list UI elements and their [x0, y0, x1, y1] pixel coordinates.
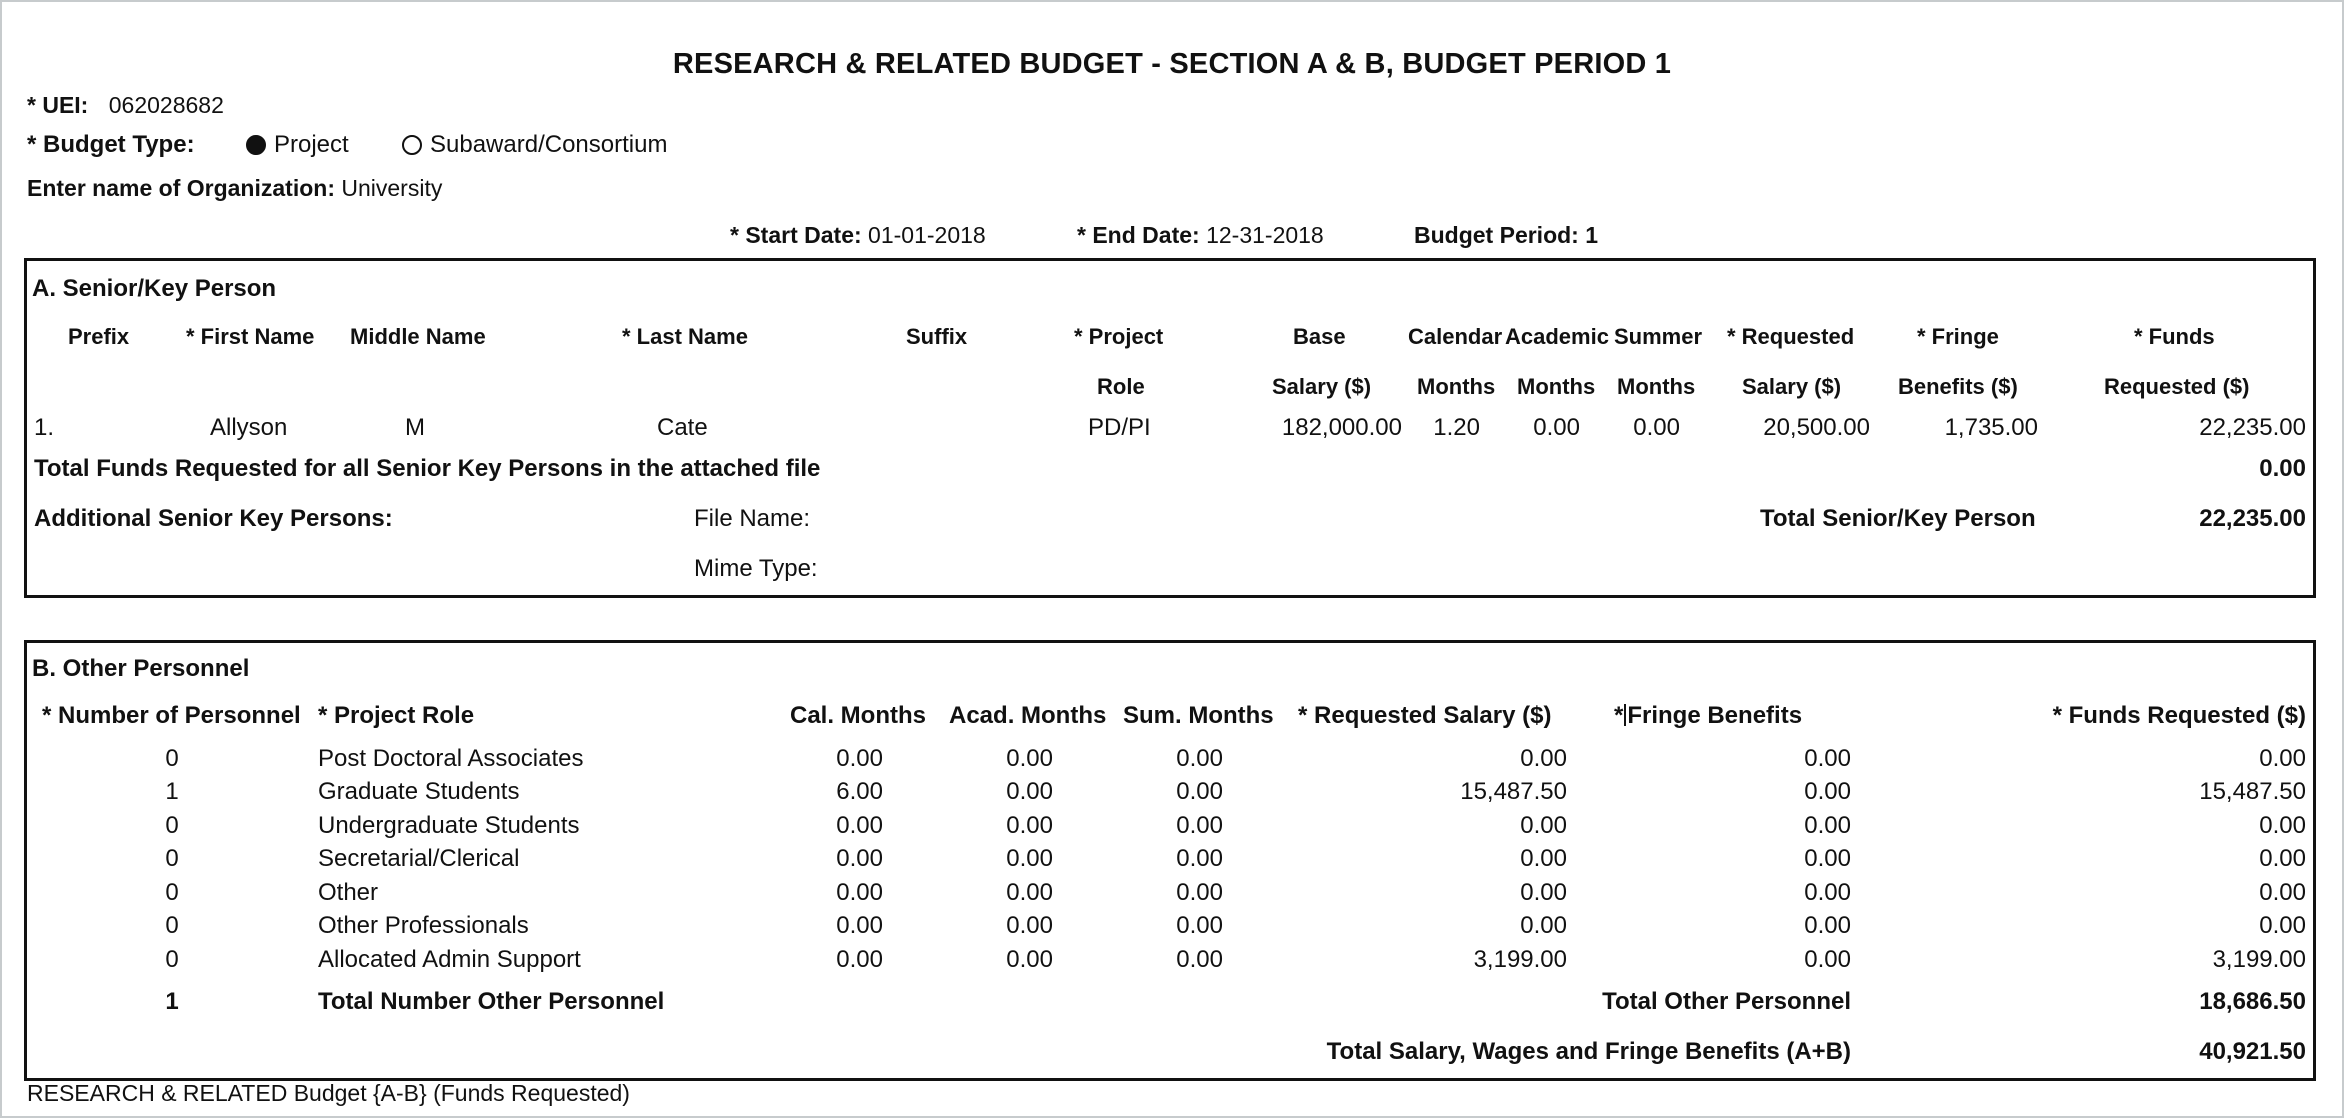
col-requested-2: Salary ($) [1742, 374, 1842, 399]
person-fringe: 1,735.00 [1944, 414, 2038, 441]
row-number: 1 [165, 778, 179, 805]
col-sum-1: Summer [1614, 324, 1703, 349]
row-fringe: 0.00 [1804, 946, 1851, 973]
row-fringe: 0.00 [1804, 778, 1851, 805]
person-middle-name: M [405, 414, 425, 441]
budget-period-value: 1 [1585, 222, 1599, 248]
row-role: Other Professionals [318, 912, 529, 939]
row-sum: 0.00 [1176, 778, 1223, 805]
total-other-personnel-value: 18,686.50 [2199, 988, 2306, 1015]
col-funds-1: * Funds [2134, 324, 2215, 349]
file-name-label: File Name: [694, 505, 811, 532]
start-date [730, 222, 986, 249]
row-role: Undergraduate Students [318, 812, 580, 839]
row-funds: 3,199.00 [2212, 946, 2306, 973]
col-sum-months: Sum. Months [1123, 702, 1274, 729]
row-salary: 0.00 [1520, 812, 1567, 839]
row-acad: 0.00 [1006, 912, 1053, 939]
row-funds: 0.00 [2259, 845, 2306, 872]
row-fringe: 0.00 [1804, 879, 1851, 906]
row-sum: 0.00 [1176, 879, 1223, 906]
row-number: 0 [165, 946, 179, 973]
row-funds: 0.00 [2259, 812, 2306, 839]
person-funds: 22,235.00 [2199, 414, 2306, 441]
col-prefix: Prefix [68, 324, 130, 349]
row-acad: 0.00 [1006, 778, 1053, 805]
fringe-required-marker: * [1614, 702, 1624, 729]
total-ab-value: 40,921.50 [2199, 1038, 2306, 1065]
row-cal: 0.00 [836, 879, 883, 906]
row-sum: 0.00 [1176, 912, 1223, 939]
person-sum-months: 0.00 [1633, 414, 1680, 441]
row-number: 0 [165, 812, 179, 839]
organization-value: University [341, 175, 443, 201]
row-acad: 0.00 [1006, 845, 1053, 872]
budget-type-subaward-label: Subaward/Consortium [430, 131, 668, 158]
person-cal-months: 1.20 [1433, 414, 1480, 441]
col-fringe-2: Benefits ($) [1898, 374, 2018, 399]
total-senior-key-value: 22,235.00 [2199, 505, 2306, 532]
attached-total-value: 0.00 [2259, 455, 2306, 482]
total-other-personnel-label: Total Other Personnel [1602, 988, 1851, 1015]
mime-type-label: Mime Type: [694, 555, 818, 582]
person-number: 1. [34, 414, 55, 441]
col-requested-salary: * Requested Salary ($) [1298, 702, 1552, 729]
radio-unselected-icon [402, 135, 422, 155]
row-role: Post Doctoral Associates [318, 745, 584, 772]
budget-type-project-label: Project [274, 131, 349, 158]
col-suffix: Suffix [906, 324, 968, 349]
person-first-name: Allyson [210, 414, 288, 441]
organization-row [27, 175, 442, 202]
col-acad-2: Months [1517, 374, 1596, 399]
uei-label: * UEI: [27, 92, 89, 118]
row-number: 0 [165, 912, 179, 939]
row-cal: 0.00 [836, 745, 883, 772]
row-acad: 0.00 [1006, 745, 1053, 772]
row-cal: 0.00 [836, 845, 883, 872]
total-senior-key-label: Total Senior/Key Person [1760, 505, 2036, 532]
row-cal: 0.00 [836, 912, 883, 939]
col-acad-1: Academic [1505, 324, 1609, 349]
col-funds-2: Requested ($) [2104, 374, 2250, 399]
row-funds: 0.00 [2259, 879, 2306, 906]
row-acad: 0.00 [1006, 812, 1053, 839]
row-cal: 6.00 [836, 778, 883, 805]
col-base-salary-1: Base [1293, 324, 1346, 349]
budget-type-project-radio[interactable] [246, 131, 349, 159]
organization-label: Enter name of Organization: [27, 175, 335, 201]
person-last-name: Cate [657, 414, 708, 441]
person-project-role: PD/PI [1088, 414, 1151, 441]
additional-persons-label: Additional Senior Key Persons: [34, 505, 393, 532]
uei-value: 062028682 [108, 92, 224, 118]
row-number: 0 [165, 845, 179, 872]
row-fringe: 0.00 [1804, 745, 1851, 772]
row-salary: 0.00 [1520, 845, 1567, 872]
row-salary: 3,199.00 [1473, 946, 1567, 973]
row-role: Other [318, 879, 379, 906]
row-cal: 0.00 [836, 812, 883, 839]
row-salary: 0.00 [1520, 879, 1567, 906]
fringe-header-label: Fringe Benefits [1627, 702, 1803, 729]
row-salary: 0.00 [1520, 745, 1567, 772]
col-last-name: * Last Name [622, 324, 748, 349]
col-fringe-benefits [1614, 702, 1802, 730]
end-date-label: * End Date: [1077, 222, 1200, 248]
total-ab-label: Total Salary, Wages and Fringe Benefits (A+B) [1326, 1038, 1851, 1065]
end-date-value: 12-31-2018 [1206, 222, 1324, 248]
budget-type-label: * Budget Type: [27, 131, 195, 158]
radio-selected-icon [246, 135, 266, 155]
row-sum: 0.00 [1176, 946, 1223, 973]
row-role: Secretarial/Clerical [318, 845, 520, 872]
row-sum: 0.00 [1176, 845, 1223, 872]
row-acad: 0.00 [1006, 946, 1053, 973]
section-b-title: B. Other Personnel [32, 655, 250, 682]
col-cal-2: Months [1417, 374, 1496, 399]
col-sum-2: Months [1617, 374, 1696, 399]
row-sum: 0.00 [1176, 812, 1223, 839]
row-fringe: 0.00 [1804, 845, 1851, 872]
row-salary: 15,487.50 [1460, 778, 1567, 805]
col-fringe-1: * Fringe [1917, 324, 1999, 349]
budget-type-row [27, 131, 195, 159]
row-role: Graduate Students [318, 778, 520, 805]
row-funds: 0.00 [2259, 745, 2306, 772]
col-project-role-1: * Project [1074, 324, 1164, 349]
row-acad: 0.00 [1006, 879, 1053, 906]
person-requested-salary: 20,500.00 [1763, 414, 1870, 441]
end-date [1077, 222, 1324, 249]
row-fringe: 0.00 [1804, 812, 1851, 839]
person-acad-months: 0.00 [1533, 414, 1580, 441]
row-salary: 0.00 [1520, 912, 1567, 939]
col-base-salary-2: Salary ($) [1272, 374, 1372, 399]
col-project-role-2: Role [1097, 374, 1145, 399]
row-sum: 0.00 [1176, 745, 1223, 772]
col-funds-requested: * Funds Requested ($) [2052, 702, 2306, 729]
section-a-title: A. Senior/Key Person [32, 275, 277, 302]
row-number: 0 [165, 879, 179, 906]
col-middle-name: Middle Name [350, 324, 486, 349]
row-role: Allocated Admin Support [318, 946, 581, 973]
col-cal-months: Cal. Months [790, 702, 926, 729]
row-funds: 15,487.50 [2199, 778, 2306, 805]
person-base-salary: 182,000.00 [1281, 414, 1402, 441]
row-funds: 0.00 [2259, 912, 2306, 939]
row-number: 0 [165, 745, 179, 772]
row-fringe: 0.00 [1804, 912, 1851, 939]
start-date-value: 01-01-2018 [868, 222, 986, 248]
col-requested-1: * Requested [1727, 324, 1855, 349]
total-number-personnel-label: Total Number Other Personnel [318, 988, 665, 1015]
col-number-personnel: * Number of Personnel [42, 702, 301, 729]
col-project-role: * Project Role [318, 702, 475, 729]
col-first-name: * First Name [186, 324, 315, 349]
budget-type-subaward-radio[interactable] [402, 131, 667, 159]
row-cal: 0.00 [836, 946, 883, 973]
col-acad-months: Acad. Months [949, 702, 1107, 729]
col-cal-1: Calendar [1408, 324, 1503, 349]
total-number-personnel-value: 1 [165, 988, 179, 1015]
start-date-label: * Start Date: [730, 222, 862, 248]
budget-period-label: Budget Period: [1414, 222, 1579, 248]
form-title: RESEARCH & RELATED BUDGET - SECTION A & B, BUDGET PERIOD 1 [672, 48, 1672, 80]
budget-period [1414, 222, 1598, 249]
footer-caption: RESEARCH & RELATED Budget {A-B} (Funds Requested) [27, 1080, 630, 1106]
attached-total-label: Total Funds Requested for all Senior Key Persons in the attached file [34, 455, 821, 482]
uei-row [27, 92, 224, 119]
